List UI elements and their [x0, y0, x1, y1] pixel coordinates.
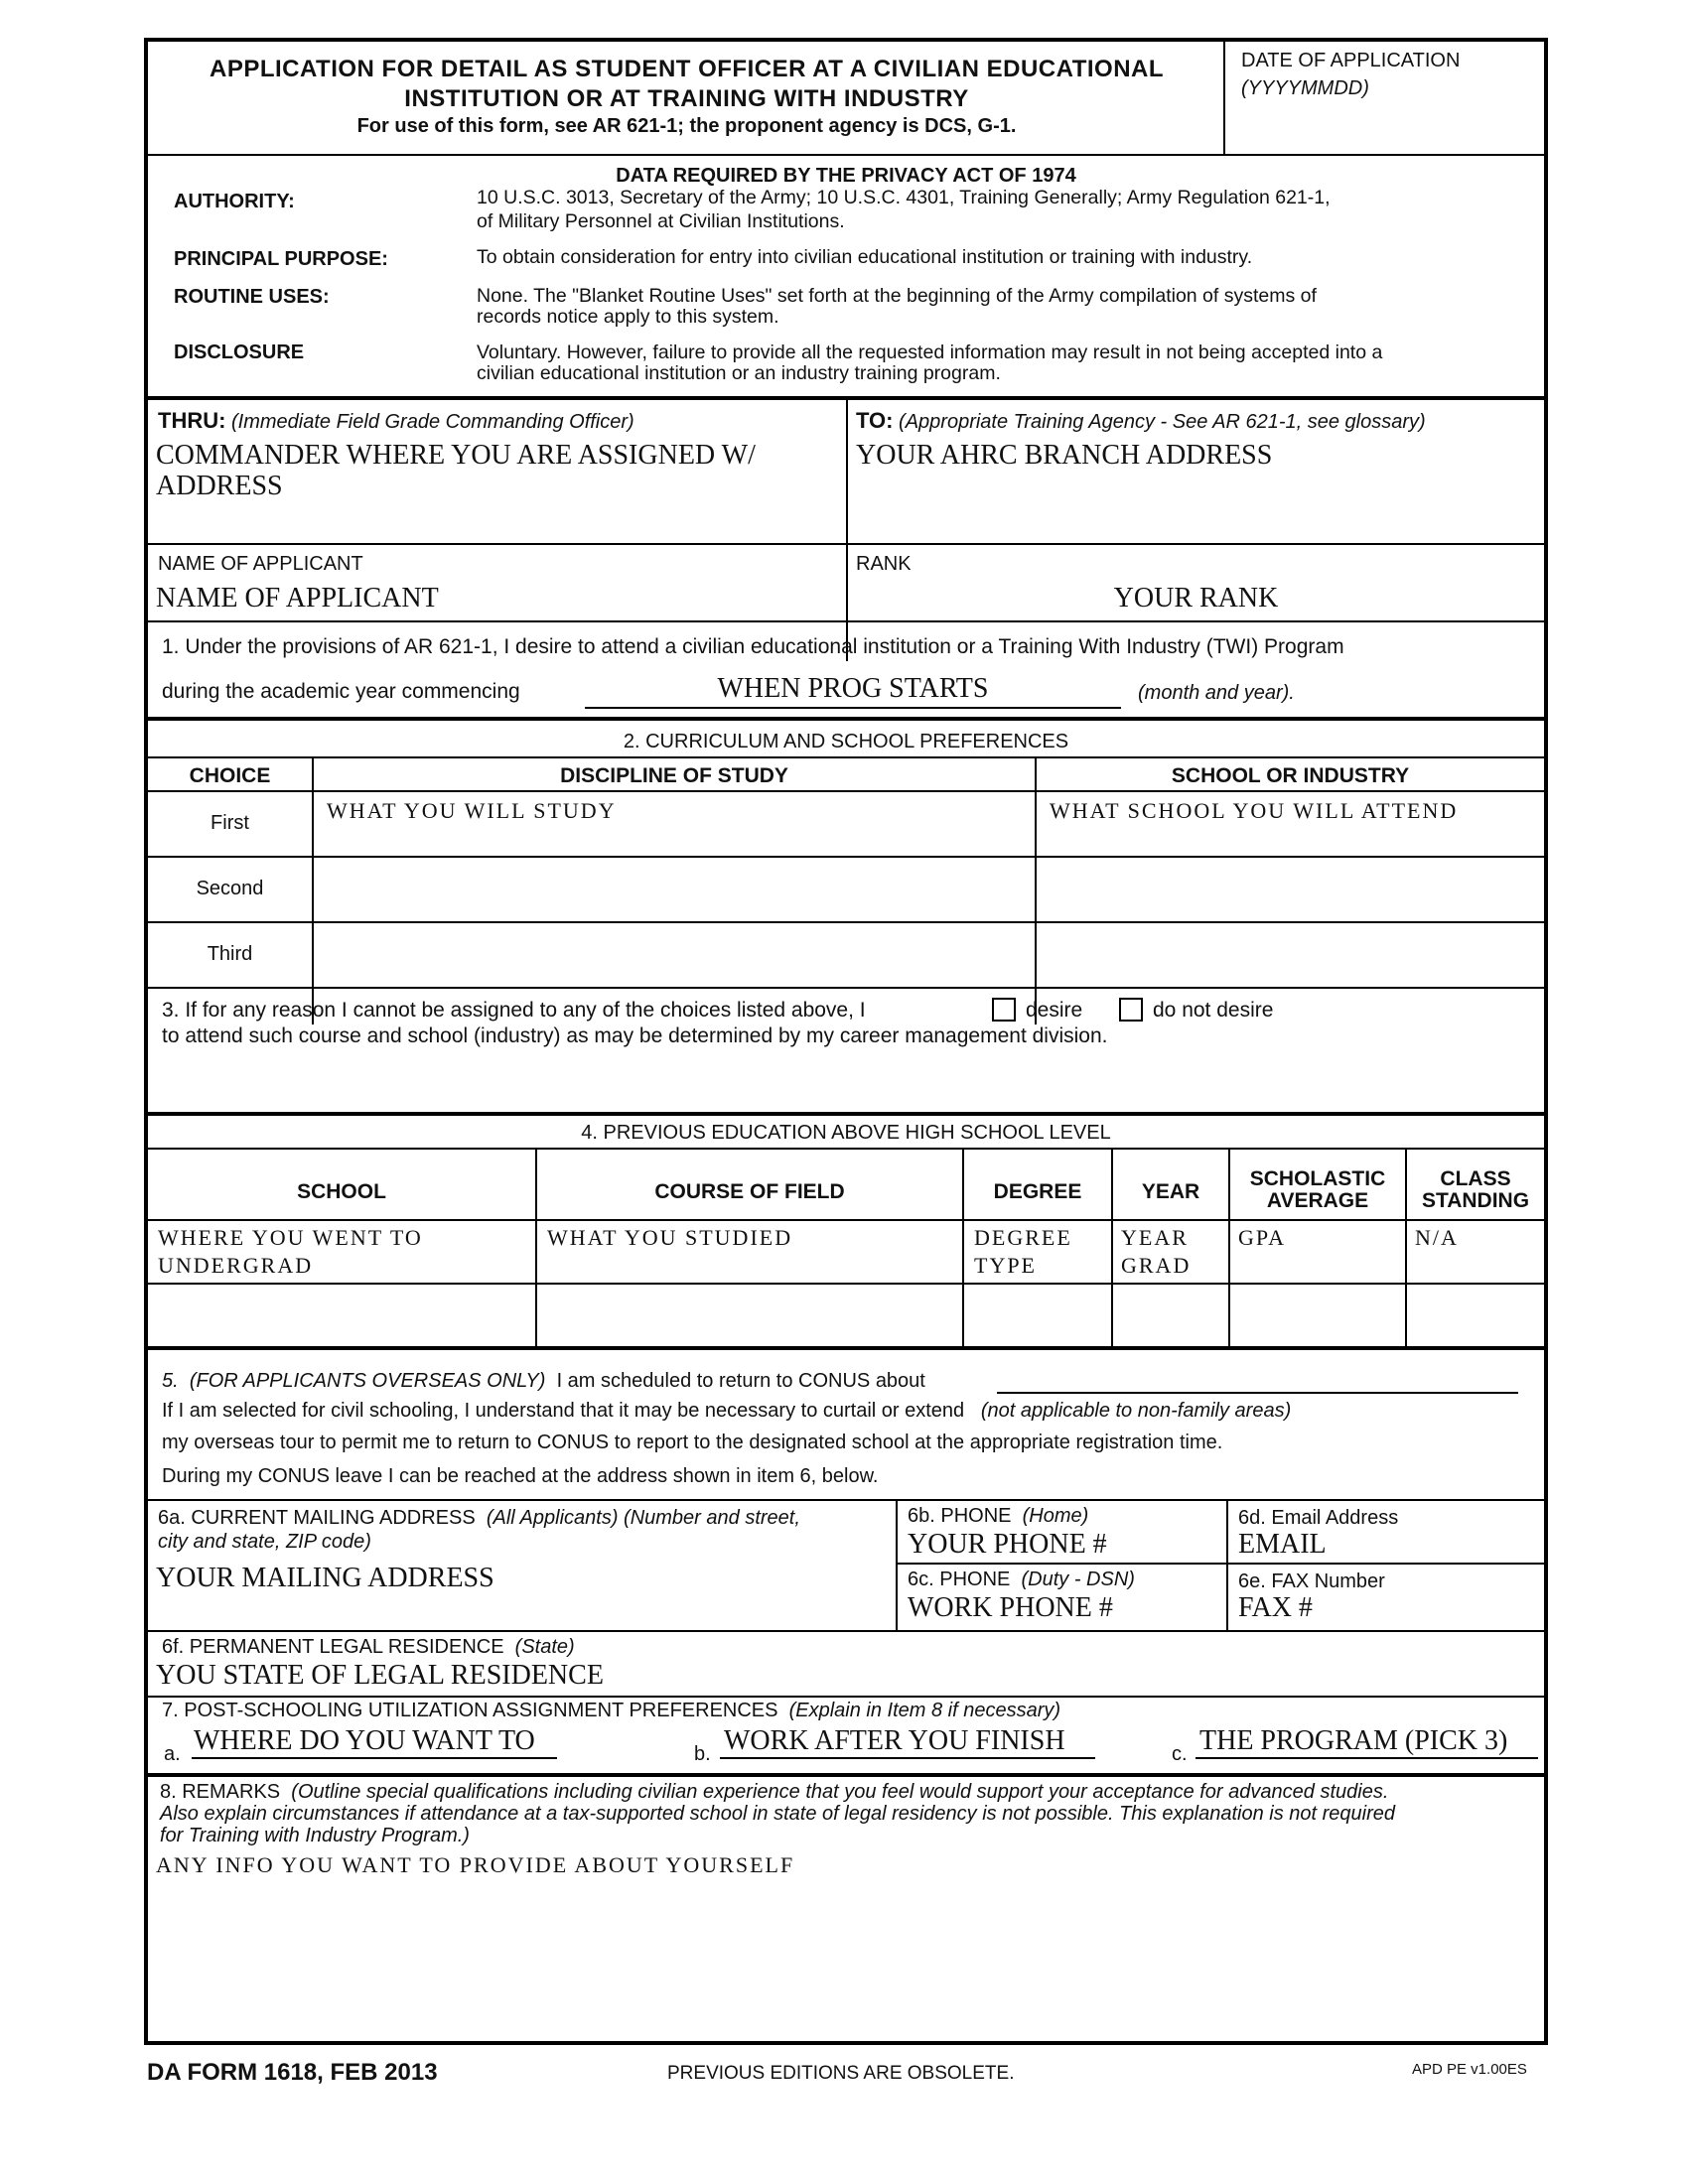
routine-uses-line1: None. The "Blanket Routine Uses" set forth at the beginning of the Army compilation of systems of [477, 285, 1317, 307]
school-input[interactable] [1050, 929, 1536, 979]
divider [148, 987, 1544, 989]
form-title-line2: INSTITUTION OR AT TRAINING WITH INDUSTRY [404, 85, 969, 112]
do-not-desire-checkbox[interactable] [1119, 998, 1143, 1022]
choice-label: Second [196, 878, 264, 899]
obsolete-notice: PREVIOUS EDITIONS ARE OBSOLETE. [667, 2063, 1015, 2084]
remarks-field[interactable] [148, 1777, 1544, 2041]
item3-text: 3. If for any reason I cannot be assigned to any of the choices listed above, I [162, 999, 866, 1022]
disclosure-line2: civilian educational institution or an industry training program. [477, 362, 1001, 384]
divider [148, 1112, 1544, 1116]
divider [148, 1148, 1544, 1150]
mailing-address-label: 6a. CURRENT MAILING ADDRESS [158, 1507, 476, 1529]
rank-label: RANK [856, 553, 912, 575]
education-year-line2: GRAD [1121, 1253, 1192, 1278]
thru-field[interactable] [148, 400, 846, 545]
preference-a-input[interactable] [192, 1757, 557, 1759]
preference-row [148, 792, 1544, 856]
remarks-hint-line2: Also explain circumstances if attendance at a tax-supported school in state of legal residency is not possible. This explanation is not required [160, 1803, 1396, 1825]
col-scholastic: SCHOLASTIC [1249, 1167, 1386, 1190]
divider [148, 717, 1544, 721]
do-not-desire-label: do not desire [1153, 999, 1274, 1022]
applicant-name-label: NAME OF APPLICANT [158, 553, 363, 575]
principal-purpose-label: PRINCIPAL PURPOSE: [174, 248, 388, 270]
discipline-input[interactable]: WHAT YOU WILL STUDY [327, 798, 617, 823]
to-label: TO: [856, 408, 894, 433]
form-id: DA FORM 1618, FEB 2013 [147, 2059, 438, 2086]
authority-label: AUTHORITY: [174, 191, 295, 212]
school-input[interactable]: WHAT SCHOOL YOU WILL ATTEND [1050, 798, 1459, 823]
col-average: AVERAGE [1266, 1189, 1369, 1212]
discipline-input[interactable] [327, 929, 1022, 979]
applicant-name-value: NAME OF APPLICANT [156, 583, 439, 614]
col-course: COURSE OF FIELD [654, 1180, 845, 1203]
authority-text-line2: of Military Personnel at Civilian Institutions. [477, 210, 845, 232]
col-choice: CHOICE [189, 764, 271, 787]
duty-phone-value: WORK PHONE # [908, 1592, 1113, 1623]
item7-a-letter: a. [164, 1743, 181, 1765]
to-value: YOUR AHRC BRANCH ADDRESS [856, 440, 1273, 471]
home-phone-hint: (Home) [1022, 1505, 1089, 1527]
education-course[interactable]: WHAT YOU STUDIED [547, 1225, 793, 1250]
preference-row [148, 858, 1544, 921]
legal-residence-hint: (State) [514, 1636, 575, 1658]
item4-heading: 4. PREVIOUS EDUCATION ABOVE HIGH SCHOOL LEVEL [581, 1122, 1111, 1144]
divider [148, 154, 1544, 156]
authority-text-line1: 10 U.S.C. 3013, Secretary of the Army; 10 U.S.C. 4301, Training Generally; Army Regulation 621-1, [477, 187, 1331, 208]
choice-label: First [211, 812, 249, 834]
conus-return-date-input[interactable] [997, 1392, 1518, 1394]
remarks-hint-line1: (Outline special qualifications including civilian experience that you feel would support your acceptance for advanced studies. [291, 1781, 1389, 1803]
form-title-line1: APPLICATION FOR DETAIL AS STUDENT OFFICER AT A CIVILIAN EDUCATIONAL [209, 56, 1165, 82]
mailing-address-hint1: (All Applicants) (Number and street, [486, 1507, 800, 1529]
col-school: SCHOOL [297, 1180, 386, 1203]
overseas-only: (FOR APPLICANTS OVERSEAS ONLY) [189, 1370, 546, 1392]
mailing-address-hint2: city and state, ZIP code) [158, 1531, 371, 1553]
education-school-line2: UNDERGRAD [158, 1253, 314, 1278]
date-of-application-label: DATE OF APPLICATION [1241, 50, 1461, 71]
item7-hint: (Explain in Item 8 if necessary) [788, 1700, 1061, 1721]
divider [148, 756, 1544, 758]
fax-value: FAX # [1238, 1592, 1313, 1623]
thru-hint: (Immediate Field Grade Commanding Officer) [231, 411, 634, 433]
thru-label: THRU: [158, 408, 226, 433]
item7-c-letter: c. [1172, 1743, 1188, 1765]
rank-value: YOUR RANK [1113, 583, 1279, 614]
remarks-label: 8. REMARKS [160, 1781, 281, 1803]
remarks-hint-line3: for Training with Industry Program.) [160, 1825, 470, 1846]
routine-uses-label: ROUTINE USES: [174, 286, 330, 308]
home-phone-value: YOUR PHONE # [908, 1529, 1107, 1560]
to-hint: (Appropriate Training Agency - See AR 621-1, see glossary) [899, 411, 1426, 433]
divider [148, 1346, 1544, 1350]
academic-year-value: WHEN PROG STARTS [717, 673, 989, 704]
desire-checkbox[interactable] [992, 998, 1016, 1022]
item5-line2: If I am selected for civil schooling, I understand that it may be necessary to curtail or extend [162, 1400, 965, 1422]
col-class: CLASS [1440, 1167, 1511, 1190]
academic-year-input[interactable] [585, 707, 1121, 709]
email-field[interactable] [1228, 1501, 1544, 1563]
education-school-line1[interactable]: WHERE YOU WENT TO [158, 1225, 423, 1250]
duty-phone-hint: (Duty - DSN) [1021, 1569, 1135, 1590]
col-degree: DEGREE [993, 1180, 1082, 1203]
email-value: EMAIL [1238, 1529, 1327, 1560]
item5-line4: During my CONUS leave I can be reached at the address shown in item 6, below. [162, 1465, 879, 1487]
school-input[interactable] [1050, 864, 1536, 913]
preference-c-value: THE PROGRAM (PICK 3) [1199, 1725, 1508, 1756]
remarks-value: ANY INFO YOU WANT TO PROVIDE ABOUT YOURSELF [156, 1852, 795, 1877]
discipline-input[interactable] [327, 864, 1022, 913]
divider [148, 1696, 1544, 1698]
thru-value-line1: COMMANDER WHERE YOU ARE ASSIGNED W/ [156, 440, 756, 471]
col-standing: STANDING [1421, 1189, 1530, 1212]
mailing-address-value: YOUR MAILING ADDRESS [156, 1563, 494, 1593]
home-phone-field[interactable] [898, 1501, 1226, 1563]
preference-c-input[interactable] [1196, 1757, 1538, 1759]
form-use-line: For use of this form, see AR 621-1; the proponent agency is DCS, G-1. [356, 115, 1017, 137]
item7-b-letter: b. [694, 1743, 711, 1765]
preference-row [148, 923, 1544, 987]
disclosure-label: DISCLOSURE [174, 341, 305, 363]
disclosure-line1: Voluntary. However, failure to provide all the requested information may result in not being accepted into a [477, 341, 1383, 363]
education-degree-line1[interactable]: DEGREE [974, 1225, 1072, 1250]
fax-label: 6e. FAX Number [1238, 1570, 1385, 1592]
preference-b-value: WORK AFTER YOU FINISH [724, 1725, 1065, 1756]
duty-phone-label: 6c. PHONE [908, 1569, 1011, 1590]
education-year-line1[interactable]: YEAR [1121, 1225, 1189, 1250]
item5-line3: my overseas tour to permit me to return to CONUS to report to the designated school at the appropriate registration time. [162, 1432, 1223, 1453]
item3-line2: to attend such course and school (industry) as may be determined by my career management division. [162, 1024, 1108, 1047]
education-row-empty[interactable] [148, 1285, 1544, 1346]
privacy-act-heading: DATA REQUIRED BY THE PRIVACY ACT OF 1974 [616, 165, 1076, 187]
duty-phone-field[interactable] [898, 1565, 1226, 1630]
col-school-industry: SCHOOL OR INDUSTRY [1171, 764, 1410, 787]
col-discipline: DISCIPLINE OF STUDY [560, 764, 788, 787]
preference-b-input[interactable] [720, 1757, 1095, 1759]
item5-line2-note: (not applicable to non-family areas) [980, 1400, 1292, 1422]
principal-purpose-text: To obtain consideration for entry into civilian educational institution or training with industry. [477, 246, 1253, 268]
to-field[interactable] [848, 400, 1544, 545]
col-year: YEAR [1141, 1180, 1200, 1203]
education-degree-line2: TYPE [974, 1253, 1037, 1278]
legal-residence-label: 6f. PERMANENT LEGAL RESIDENCE [162, 1636, 504, 1658]
divider [148, 620, 1544, 622]
desire-label: desire [1026, 999, 1083, 1022]
date-of-application-field[interactable] [1225, 42, 1548, 156]
education-class-standing[interactable]: N/A [1415, 1225, 1459, 1250]
version-label: APD PE v1.00ES [1412, 2061, 1527, 2078]
fax-field[interactable] [1228, 1565, 1544, 1630]
education-gpa[interactable]: GPA [1238, 1225, 1286, 1250]
choice-label: Third [207, 943, 253, 965]
item1-during: during the academic year commencing [162, 680, 520, 703]
routine-uses-line2: records notice apply to this system. [477, 306, 779, 328]
da-form-1618 [144, 38, 1548, 2045]
preference-a-value: WHERE DO YOU WANT TO [194, 1725, 535, 1756]
mailing-address-field[interactable] [148, 1501, 896, 1630]
item5-prefix: 5. [162, 1370, 179, 1392]
email-label: 6d. Email Address [1238, 1507, 1399, 1529]
date-format-hint: (YYYYMMDD) [1241, 77, 1369, 99]
item1-suffix: (month and year). [1138, 682, 1295, 704]
item2-heading: 2. CURRICULUM AND SCHOOL PREFERENCES [623, 731, 1069, 752]
item7-label: 7. POST-SCHOOLING UTILIZATION ASSIGNMENT PREFERENCES [162, 1700, 778, 1721]
legal-residence-field[interactable] [148, 1632, 1544, 1696]
home-phone-label: 6b. PHONE [908, 1505, 1012, 1527]
divider [148, 1219, 1544, 1221]
item1-text: 1. Under the provisions of AR 621-1, I desire to attend a civilian educational institution or a Training With Industry (TWI) Program [162, 635, 1344, 658]
thru-value-line2: ADDRESS [156, 471, 283, 501]
item5-line1: I am scheduled to return to CONUS about [556, 1370, 925, 1392]
legal-residence-value: YOU STATE OF LEGAL RESIDENCE [156, 1660, 604, 1691]
